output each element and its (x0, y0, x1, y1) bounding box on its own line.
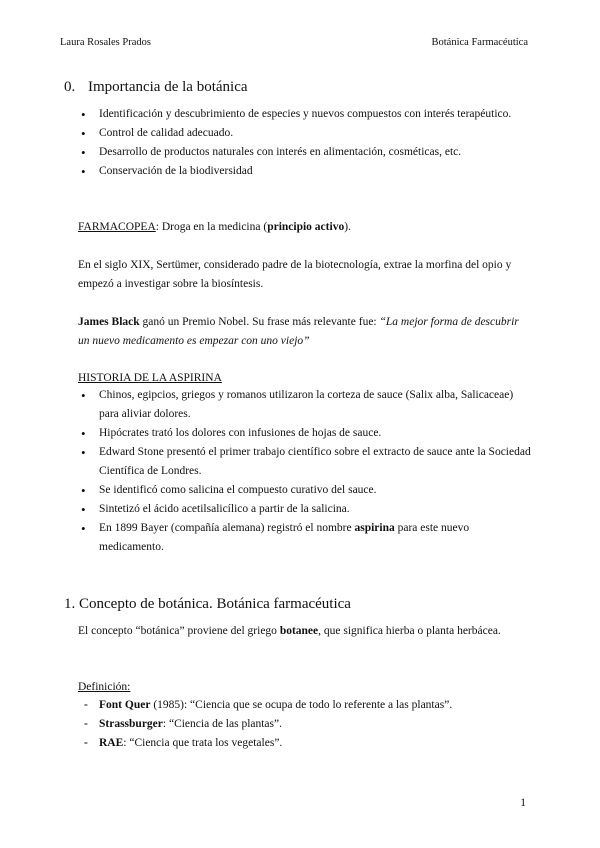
section-1-number: 1. (64, 596, 76, 612)
header-author: Laura Rosales Prados (60, 37, 151, 48)
bayer-text-post: para este nuevo medicamento. (99, 522, 470, 553)
section-0-title: Importancia de la botánica (88, 79, 248, 95)
header-subject: Botánica Farmacéutica (431, 37, 528, 48)
farmacopea-end: ). (344, 221, 351, 233)
farmacopea-term: FARMACOPEA (78, 221, 156, 233)
definition-author: Font Quer (99, 699, 151, 711)
james-black-text: ganó un Premio Nobel. Su frase más relevante fue: (139, 316, 380, 328)
list-item (78, 715, 533, 734)
james-black-quote: “La mejor forma de descubrir un nuevo medicamento es empezar con uno viejo” (78, 316, 519, 347)
definitions-list (78, 696, 533, 753)
definition-text: (1985): “Ciencia que se ocupa de todo lo referente a las plantas”. (150, 699, 453, 711)
section-1-heading (64, 596, 351, 613)
list-item: • Sintetizó el ácido acetilsalicílico a partir de la salicina. (78, 500, 533, 519)
list-item: • Edward Stone presentó el primer trabajo científico sobre el extracto de sauce ante la Sociedad Científica de Londres. (78, 443, 533, 481)
list-item: • Control de calidad adecuado. (78, 124, 533, 143)
farmacopea-paragraph (78, 218, 533, 237)
definicion-heading: Definición: (78, 681, 131, 693)
botanee-word: botanee (279, 625, 319, 637)
list-item (78, 696, 533, 715)
botanica-intro-paragraph (78, 622, 533, 641)
bayer-text-pre: En 1899 Bayer (compañía alemana) registró el nombre (99, 522, 355, 534)
intro-post: , que significa hierba o planta herbácea. (318, 625, 501, 637)
farmacopea-text: : Droga en la medicina ( (155, 221, 268, 233)
section-0-heading (64, 79, 248, 96)
sertumer-paragraph: En el siglo XIX, Sertümer, considerado padre de la biotecnología, extrae la morfina del opio y empezó a investigar sobre la biosíntesis. (78, 259, 512, 290)
list-item (78, 519, 533, 557)
importance-list (78, 105, 533, 181)
definition-author: Strassburger (99, 718, 163, 730)
list-item: • Se identificó como salicina el compuesto curativo del sauce. (78, 481, 533, 500)
list-item: • Chinos, egipcios, griegos y romanos utilizaron la corteza de sauce (Salix alba, Salicaceae) para aliviar dolores. (78, 386, 533, 424)
intro-pre: El concepto “botánica” proviene del griego (78, 625, 280, 637)
list-item: • Identificación y descubrimiento de especies y nuevos compuestos con interés terapéutico. (78, 105, 533, 124)
section-1-title: Concepto de botánica. Botánica farmacéutica (79, 596, 351, 612)
list-item: • Conservación de la biodiversidad (78, 162, 533, 181)
james-black-paragraph (78, 313, 533, 351)
aspirina-list (78, 386, 533, 557)
james-black-name: James Black (78, 316, 140, 328)
definition-text: : “Ciencia de las plantas”. (162, 718, 282, 730)
list-item: • Desarrollo de productos naturales con interés en alimentación, cosméticas, etc. (78, 143, 533, 162)
list-item: • Hipócrates trató los dolores con infusiones de hojas de sauce. (78, 424, 533, 443)
list-item (78, 734, 533, 753)
page-number: 1 (520, 797, 526, 809)
definition-text: : “Ciencia que trata los vegetales”. (123, 737, 283, 749)
section-0-number: 0. (64, 79, 76, 95)
principio-activo-text: principio activo (267, 221, 345, 233)
aspirina-word: aspirina (354, 522, 395, 534)
definition-author: RAE (99, 737, 124, 749)
aspirina-heading: HISTORIA DE LA ASPIRINA (78, 372, 222, 384)
